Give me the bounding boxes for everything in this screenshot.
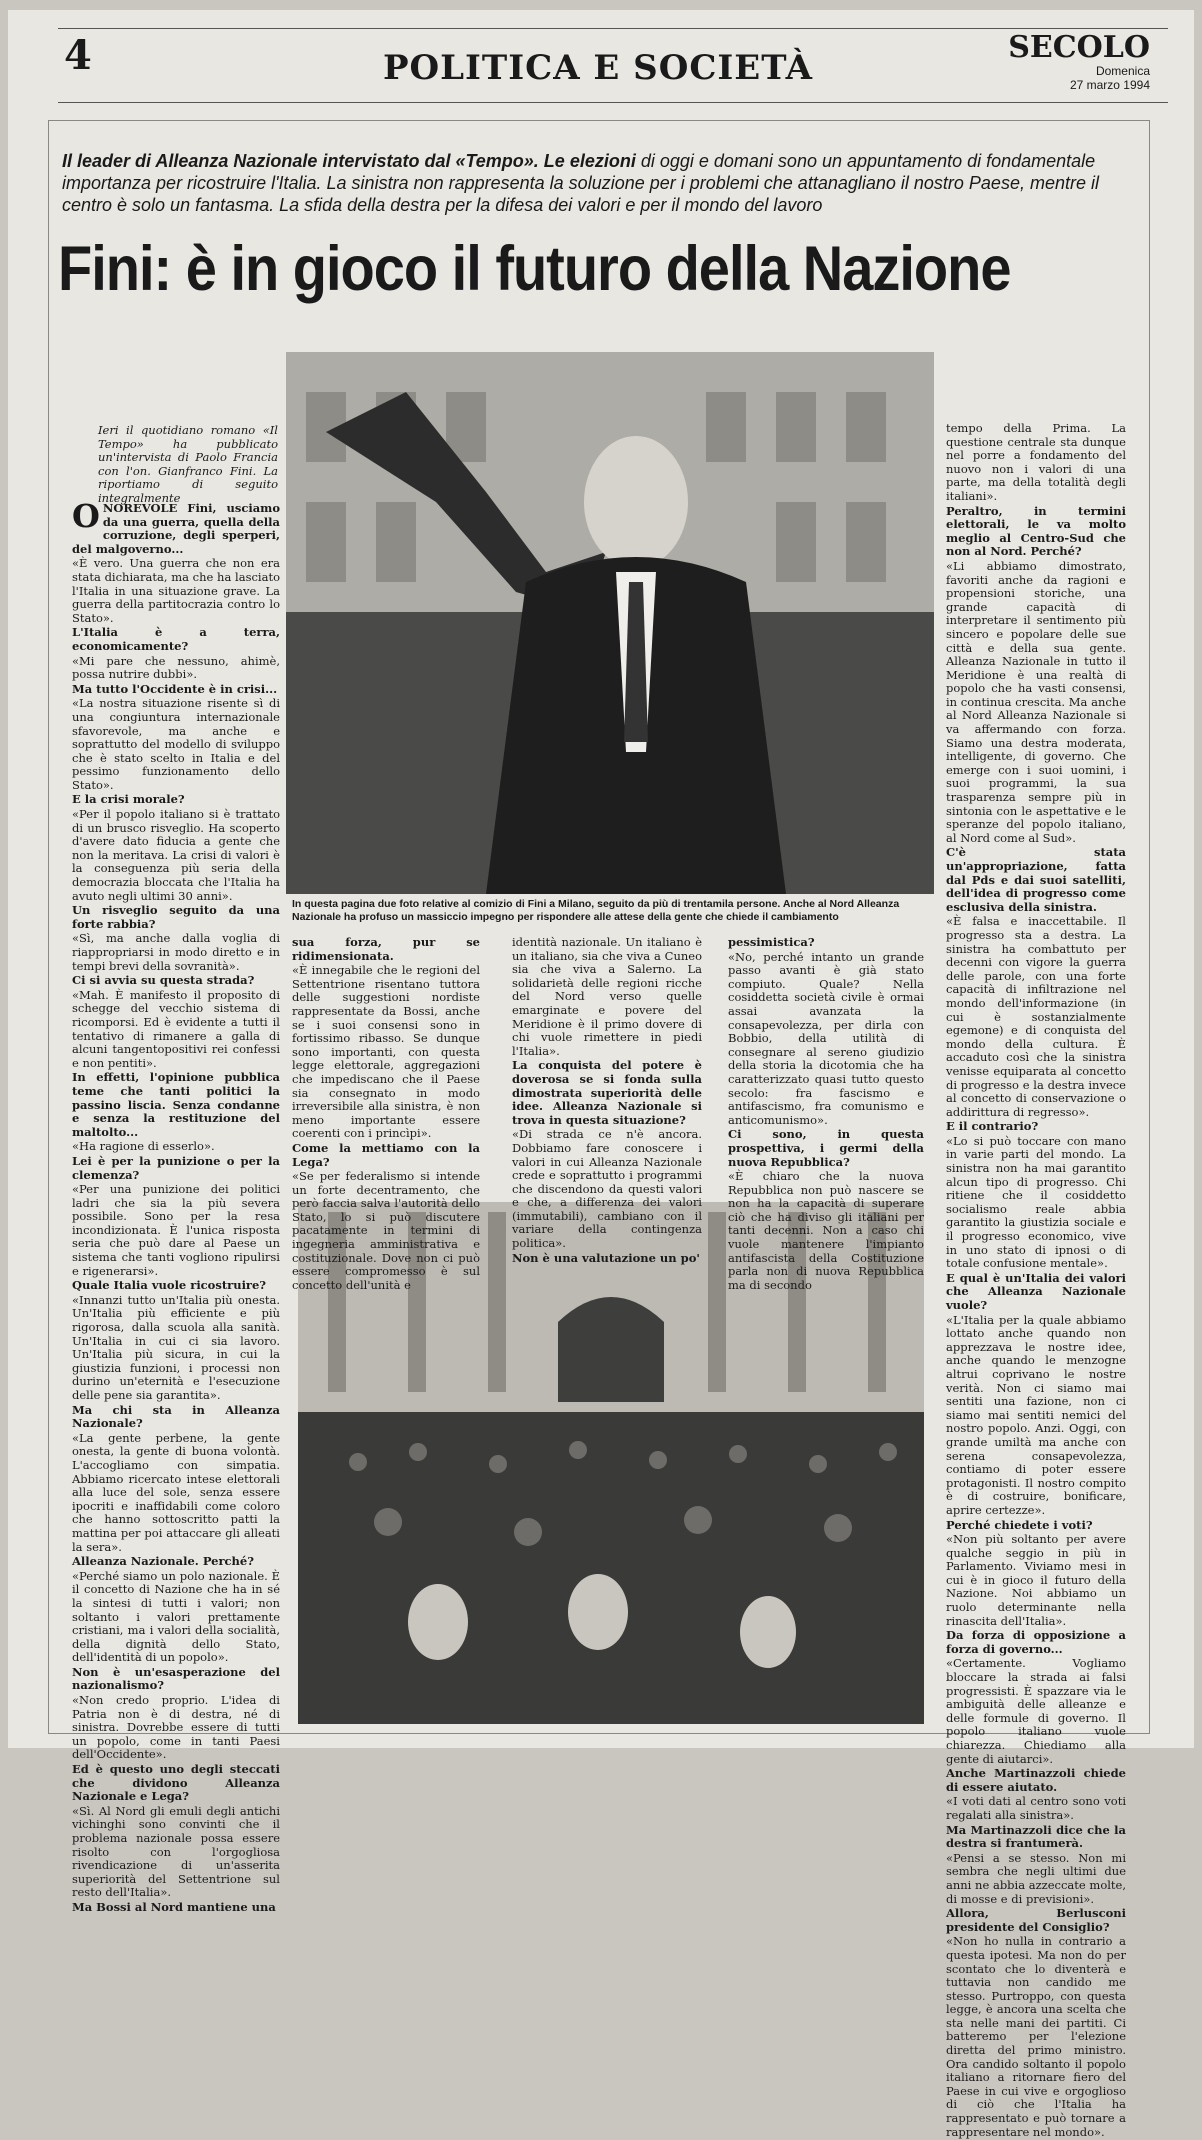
- answer-paragraph: «Se per federalismo si intende un forte decentramento, che però faccia salva l'autorità dello Stato, lo si può discutere pacatamente in termini di ingegneria amministrativa e costituzionale. Dove non ci può essere compromesso è sul concetto dell'unità e: [292, 1169, 480, 1292]
- question-paragraph: Non è una valutazione un po': [512, 1250, 700, 1265]
- article-column-1: [72, 497, 280, 1916]
- question-paragraph: Un risveglio seguito da una forte rabbia?: [72, 903, 280, 931]
- question-paragraph: [72, 497, 280, 556]
- question-paragraph: Ma tutto l'Occidente è in crisi...: [72, 681, 278, 696]
- answer-paragraph: «Lo si può toccare con mano in varie parti del mondo. La sinistra non ha mai garantito alcun tipo di progresso. Chi ritiene che il cosiddetto socialismo reale abbia garantito la giustizia sociale e il progresso economico, vive in uno stato di ipnosi o di totale confusione mentale».: [946, 1133, 1126, 1271]
- question-paragraph: In effetti, l'opinione pubblica teme che tanti politici la passino liscia. Senza condanne e senza la restituzione del maltolto...: [72, 1070, 280, 1139]
- question-paragraph: E il contrario?: [946, 1119, 1039, 1134]
- answer-paragraph: «Certamente. Vogliamo bloccare la strada ai falsi progressisti. È spazzare via le ambiguità delle alleanze e delle formule di governo. Il popolo italiano vuole chiarezza. Chiediamo alla gente di aiutarci».: [946, 1656, 1126, 1766]
- deck-bold: Il leader di Alleanza Nazionale intervistato dal «Tempo». Le elezioni: [62, 151, 636, 171]
- section-title: POLITICA E SOCIETÀ: [382, 48, 814, 88]
- question-paragraph: Alleanza Nazionale. Perché?: [72, 1554, 254, 1569]
- answer-paragraph: «È innegabile che le regioni del Settentrione risentano tuttora delle suggestioni nordiste rappresentate da Bossi, anche se i suoi consensi sono in fortissimo ribasso. Se dunque sono importanti, con questa legge elettorale, aggregazioni che impediscano che il Paese sia consegnato in modo irreversibile alla sinistra, è non meno importante essere coerenti con i princìpi».: [292, 963, 480, 1141]
- article-column-2: [292, 936, 480, 1293]
- question-paragraph: Perché chiedete i voti?: [946, 1517, 1093, 1532]
- first-paragraph-text: NOREVOLE Fini, usciamo da una guerra, quella della corruzione, degli sperperi, del malgoverno...: [72, 501, 280, 556]
- question-paragraph: pessimistica?: [728, 935, 815, 949]
- brand-name: SECOLO: [1008, 30, 1150, 65]
- answer-paragraph: «Non credo proprio. L'idea di Patria non è di destra, né di sinistra. Dovrebbe essere di tutti un popolo, come in tanti Paesi dell'Occidente».: [72, 1693, 280, 1762]
- answer-paragraph: «È vero. Una guerra che non era stata dichiarata, ma che ha lasciato l'Italia in una situazione grave. La guerra della partitocrazia contro lo Stato».: [72, 556, 280, 625]
- article-intro: [98, 424, 278, 507]
- question-paragraph: L'Italia è a terra, economicamente?: [72, 625, 280, 653]
- question-paragraph: sua forza, pur se ridimensionata.: [292, 935, 480, 963]
- question-paragraph: Ma Martinazzoli dice che la destra si frantumerà.: [946, 1822, 1126, 1851]
- answer-paragraph: identità nazionale. Un italiano è un italiano, sia che viva a Cuneo sia che viva a Salerno. La solidarietà delle regioni ricche del Nord verso quelle emarginate e povere del Meridione è il primo dovere di chi vuole rimettere in piedi l'Italia».: [512, 935, 702, 1058]
- answer-paragraph: «La nostra situazione risente sì di una congiuntura internazionale sfavorevole, ma anche e soprattutto del modello di sviluppo che è stato scelto in Italia e del pessimo funzionamento dello Stato».: [72, 696, 280, 792]
- question-paragraph: La conquista del potere è doverosa se si fonda sulla dimostrata superiorità delle idee. Alleanza Nazionale si trova in questa situazione?: [512, 1058, 702, 1127]
- answer-paragraph: «Pensi a se stesso. Non mi sembra che negli ultimi due anni ne abbia azzeccate molte, di mosse e di previsioni».: [946, 1850, 1126, 1906]
- question-paragraph: Non è un'esasperazione del nazionalismo?: [72, 1664, 280, 1693]
- answer-paragraph: «No, perché intanto un grande passo avanti è già stato compiuto. Quale? Nella cosiddetta società civile è ormai assai avanzata la consapevolezza, per dirla con Bobbio, della utilità di consegnare al sereno giudizio della storia la dicotomia che ha caratterizzato quasi tutto questo secolo: fra fascismo e antifascismo, fra comunismo e anticomunismo».: [728, 949, 924, 1127]
- answer-paragraph: «L'Italia per la quale abbiamo lottato anche quando non apprezzava le nostre idee, anche quando le menzogne altrui coprivano le nostre verità. Non ci siamo mai sentiti una fazione, non ci siamo mai sentiti nemici del nostro popolo. Anzi. Oggi, con grande umiltà ma anche con serena consapevolezza, contiamo di poter essere protagonisti. Il nostro compito è di costruire, bonificare, aprire certezze».: [946, 1312, 1126, 1517]
- question-paragraph: Ma chi sta in Alleanza Nazionale?: [72, 1402, 280, 1431]
- intro-text: Ieri il quotidiano romano «Il Tempo» ha pubblicato un'intervista di Paolo Francia con l'on. Gianfranco Fini. La riportiamo di seguito integralmente: [98, 423, 278, 505]
- question-paragraph: Peraltro, in termini elettorali, le va molto meglio al Centro-Sud che non al Nord. Perché?: [946, 503, 1126, 559]
- answer-paragraph: «Di strada ce n'è ancora. Dobbiamo fare conoscere i valori in cui Alleanza Nazionale crede e soprattutto i programmi che discendono da questi valori e che, a differenza dei valori (immutabili), cambiano con il variare della contingenza politica».: [512, 1127, 702, 1251]
- question-paragraph: E la crisi morale?: [72, 792, 185, 807]
- question-paragraph: Ed è questo uno degli steccati che dividono Alleanza Nazionale e Lega?: [72, 1762, 280, 1804]
- question-paragraph: Ci si avvia su questa strada?: [72, 973, 255, 988]
- article-deck: [62, 150, 1122, 216]
- question-paragraph: Ma Bossi al Nord mantiene una: [72, 1899, 276, 1914]
- answer-paragraph: «La gente perbene, la gente onesta, la gente di buona volontà. L'accogliamo con simpatia. Abbiamo ricercato intese elettorali alla luce del sole, senza essere ipocriti e inaffidabili come coloro che hanno sottoscritto patti la mattina per poi attaccare gli alleati la sera».: [72, 1430, 280, 1554]
- article-column-3: [512, 936, 702, 1266]
- answer-paragraph: «I voti dati al centro sono voti regalati alla sinistra».: [946, 1794, 1126, 1822]
- answer-paragraph: «Mi pare che nessuno, ahimè, possa nutrire dubbi».: [72, 653, 280, 682]
- article-column-5: [946, 422, 1126, 2140]
- answer-paragraph: «Non più soltanto per avere qualche seggio in più in Parlamento. Viviamo mesi in cui è in gioco il futuro della Nazione. Noi abbiamo un ruolo determinante nella rinascita dell'Italia».: [946, 1532, 1126, 1628]
- answer-paragraph: «Ha ragione di esserlo».: [72, 1139, 215, 1154]
- header-rule: [58, 102, 1168, 103]
- answer-paragraph: «È chiaro che la nuova Repubblica non può nascere se non ha la capacità di superare ciò che ha diviso gli italiani per tanti decenni. Non a caso chi vuole mantenere l'impianto antifascista della Costituzione parla non di nuova Repubblica ma di secondo: [728, 1169, 924, 1292]
- answer-paragraph: «Li abbiamo dimostrato, favoriti anche da ragioni e propensioni storiche, una grande capacità di interpretare il sentimento più sincero e popolare delle sue città e della sua gente. Alleanza Nazionale in tutto il Meridione è una realtà di popolo che ha vasti consensi, in continua crescita. Ma anche al Nord Alleanza Nazionale si va affermando con forza. Siamo una destra moderata, intelligente, di governo. Che emerge con i suoi uomini, i suoi programmi, la sua trasparenza sempre più in sintonia con le aspettative e le speranze del popolo italiano, al Nord come al Sud».: [946, 558, 1126, 845]
- answer-paragraph: «È falsa e inaccettabile. Il progresso sta a destra. La sinistra ha combattuto per decenni con vigore la guerra delle parole, con una forte capacità di infiltrazione nel mondo dell'informazione (in cui è sostanzialmente egemone) e di conquista del mondo della cultura. È accaduto così che la sinistra venisse equiparata al concetto di progresso e la destra invece al concetto di conservazione o addirittura di regresso».: [946, 914, 1126, 1119]
- photo-caption: In questa pagina due foto relative al comizio di Fini a Milano, seguito da più di trentamila persone. Anche al Nord Alleanza Nazionale ha profuso un massiccio impegno per rispondere alle attese della gente che chiede il cambiamento: [292, 898, 900, 923]
- answer-paragraph: «Sì. Al Nord gli emuli degli antichi vichinghi sono convinti che il problema nazionale possa essere risolto con l'orgogliosa rivendicazione di un'asserita superiorità del Settentrione sul resto dell'Italia».: [72, 1803, 280, 1900]
- question-paragraph: C'è stata un'appropriazione, fatta dal Pds e dai suoi satelliti, dell'idea di progresso come esclusiva della sinistra.: [946, 845, 1126, 914]
- photo-fini-illustration: [286, 352, 934, 894]
- question-paragraph: E qual è un'Italia dei valori che Alleanza Nazionale vuole?: [946, 1270, 1126, 1312]
- top-rule: [58, 28, 1168, 29]
- issue-day: Domenica: [1095, 64, 1150, 78]
- deck-text: di oggi e domani sono un appuntamento di fondamentale importanza per ricostruire l'Italia. La sinistra non rappresenta la soluzione per i problemi che attanagliano il nostro Paese, mentre il centro è solo un fantasma. La sfida della destra per la difesa dei valori e per il mondo del lavoro: [62, 151, 1099, 215]
- question-paragraph: Ci sono, in questa prospettiva, i germi della nuova Repubblica?: [728, 1127, 924, 1169]
- photo-fini-rally: [286, 352, 934, 894]
- article-headline: Fini: è in gioco il futuro della Nazione: [58, 233, 1011, 304]
- question-paragraph: Da forza di opposizione a forza di governo...: [946, 1628, 1126, 1656]
- page-number: 4: [64, 32, 92, 79]
- answer-paragraph: «Per il popolo italiano si è trattato di un brusco risveglio. Ha scoperto d'avere dato fiducia a gente che non la meritava. La crisi di valori è la conseguenza più seria della democrazia bloccata che l'Italia ha avuto negli ultimi 30 anni».: [72, 807, 280, 903]
- answer-paragraph: «Innanzi tutto un'Italia più onesta. Un'Italia più efficiente e più rigorosa, dalla scuola alla sanità. Un'Italia in cui ci sia lavoro. Un'Italia più sicura, in cui la giustizia funzioni, i processi non durino un'eternità e l'esecuzione delle pene sia garantita».: [72, 1292, 280, 1402]
- drop-cap: O: [72, 497, 100, 535]
- answer-paragraph: «Perché siamo un polo nazionale. È il concetto di Nazione che ha in sé la sintesi di tutti i valori; non soltanto i valori prettamente cristiani, ma i valori della socialità, della dignità dello Stato, dell'identità di un popolo».: [72, 1568, 280, 1665]
- issue-date: 27 marzo 1994: [1069, 78, 1150, 92]
- masthead: [8, 10, 1194, 120]
- question-paragraph: Anche Martinazzoli chiede di essere aiutato.: [946, 1766, 1126, 1794]
- question-paragraph: Quale Italia vuole ricostruire?: [72, 1278, 267, 1293]
- newspaper-brand: [1008, 32, 1150, 92]
- answer-paragraph: tempo della Prima. La questione centrale sta dunque nel porre a fondamento del nuovo non i valori di una parte, ma della totalità degli italiani».: [946, 421, 1126, 503]
- answer-paragraph: «Non ho nulla in contrario a questa ipotesi. Ma non do per scontato che lo diventerà e tuttavia non candido me stesso. Purtroppo, con questa legge, è ancora una scelta che sta nelle mani dei partiti. Ci batteremo per l'elezione diretta del primo ministro. Ora candido soltanto il popolo italiano a ritornare fiero del Paese in cui vive e orgoglioso di ciò che l'Italia ha rappresentato e può tornare a rappresentare nel mondo».: [946, 1934, 1126, 2139]
- answer-paragraph: «Sì, ma anche dalla voglia di riappropriarsi in modo diretto e in tempi brevi della sovranità».: [72, 931, 280, 973]
- answer-paragraph: «Mah. È manifesto il proposito di schegge del vecchio sistema di ricomporsi. Ed è evidente a tutti il tentativo di rimanere a galla di alcuni tangentopositivi rei confessi e non pentiti».: [72, 987, 280, 1070]
- question-paragraph: Allora, Berlusconi presidente del Consiglio?: [946, 1906, 1126, 1934]
- question-paragraph: Come la mettiamo con la Lega?: [292, 1140, 480, 1169]
- question-paragraph: Lei è per la punizione o per la clemenza?: [72, 1153, 280, 1182]
- article-column-4: [728, 936, 924, 1293]
- answer-paragraph: «Per una punizione dei politici ladri che sia la più severa possibile. Sono per la resa incondizionata. È l'unica risposta seria che può dare al Paese un sistema che tanti vogliono ripulirsi e rigenerarsi».: [72, 1182, 280, 1278]
